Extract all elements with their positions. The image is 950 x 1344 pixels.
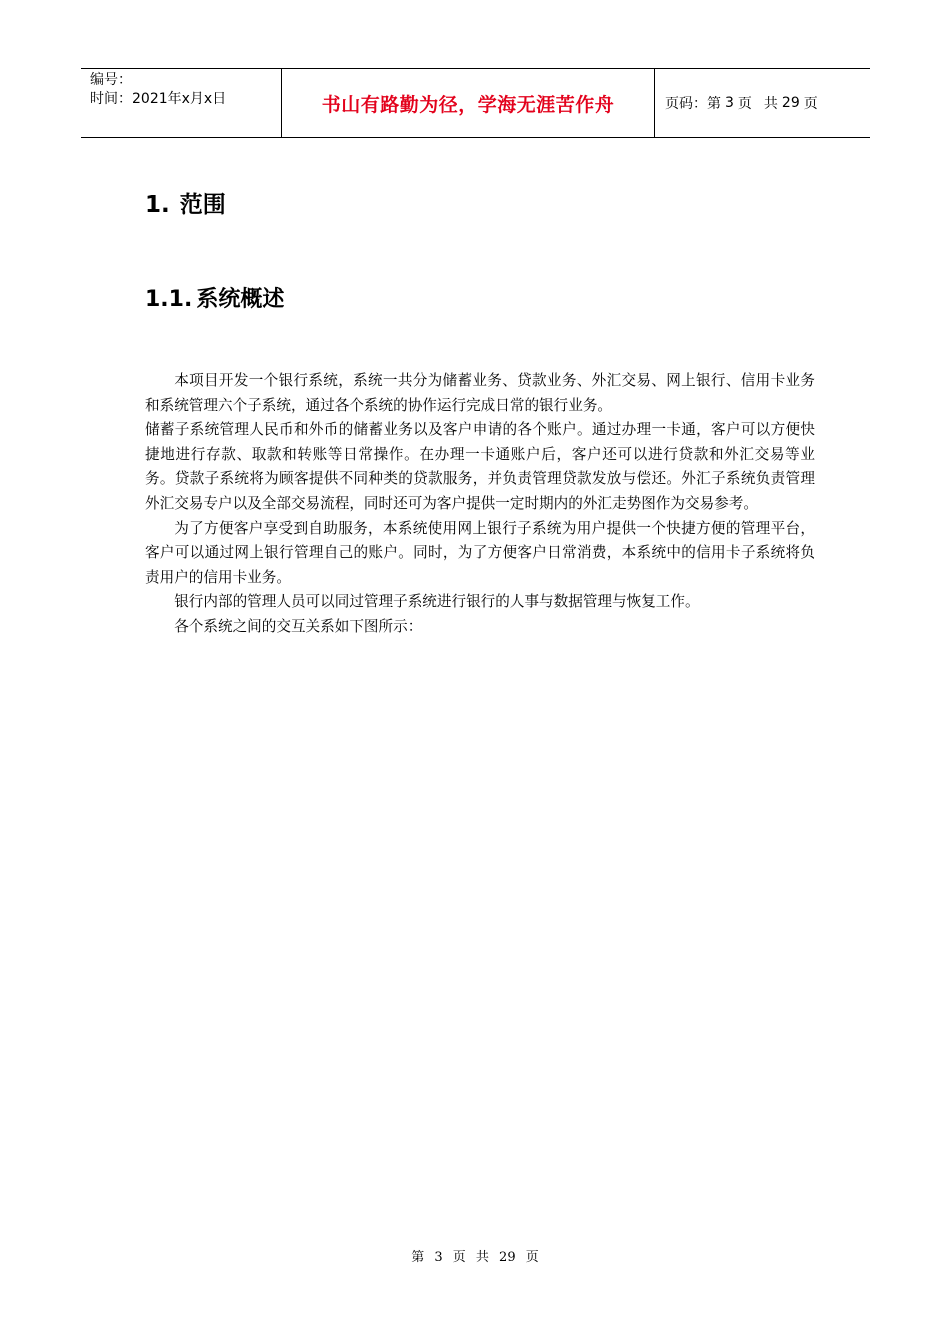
page-current: 3 bbox=[725, 95, 734, 111]
page-total-label: 共 bbox=[763, 96, 778, 112]
document-number-label: 编号： bbox=[90, 72, 132, 88]
document-time-label: 时间：2021年x月x日 bbox=[90, 91, 227, 107]
section-heading bbox=[145, 186, 226, 219]
body-text bbox=[145, 369, 815, 640]
header-motto: 书山有路勤为径，学海无涯苦作舟 bbox=[282, 69, 655, 137]
paragraph: 银行内部的管理人员可以同过管理子系统进行银行的人事与数据管理与恢复工作。 bbox=[174, 593, 700, 611]
paragraph: 储蓄子系统管理人民币和外币的储蓄业务以及客户申请的各个账户。通过办理一卡通，客户可以方便快捷地进行存款、取款和转账等日常操作。在办理一卡通账户后，客户还可以进行贷款和外汇交易等业务。贷款子系统将为顾客提供不同种类的贷款服务，并负责管理贷款发放与偿还。外汇子系统负责管理外汇交易专户以及全部交易流程，同时还可为客户提供一定时期内的外汇走势图作为交易参考。 bbox=[145, 421, 815, 512]
subsection-heading bbox=[145, 282, 284, 313]
header-meta bbox=[81, 69, 282, 137]
page-total-unit: 页 bbox=[803, 96, 818, 112]
subsection-title: 系统概述 bbox=[196, 287, 285, 312]
page-total: 29 bbox=[781, 95, 800, 111]
section-title: 范围 bbox=[179, 192, 226, 218]
paragraph: 本项目开发一个银行系统，系统一共分为储蓄业务、贷款业务、外汇交易、网上银行、信用卡业务和系统管理六个子系统，通过各个系统的协作运行完成日常的银行业务。 bbox=[145, 372, 815, 414]
paragraph: 各个系统之间的交互关系如下图所示： bbox=[174, 617, 423, 635]
section-number: 1. bbox=[145, 192, 170, 218]
paragraph: 为了方便客户享受到自助服务，本系统使用网上银行子系统为用户提供一个快捷方便的管理平台，客户可以通过网上银行管理自己的账户。同时，为了方便客户日常消费，本系统中的信用卡子系统将负责用户的信用卡业务。 bbox=[145, 519, 815, 586]
header-page-info bbox=[655, 69, 870, 137]
page-label: 页码：第 bbox=[665, 96, 721, 112]
page-footer: 第 3 页 共 29 页 bbox=[411, 1250, 539, 1265]
page-header bbox=[81, 68, 870, 138]
page-unit: 页 bbox=[737, 96, 752, 112]
subsection-number: 1.1. bbox=[145, 287, 193, 312]
